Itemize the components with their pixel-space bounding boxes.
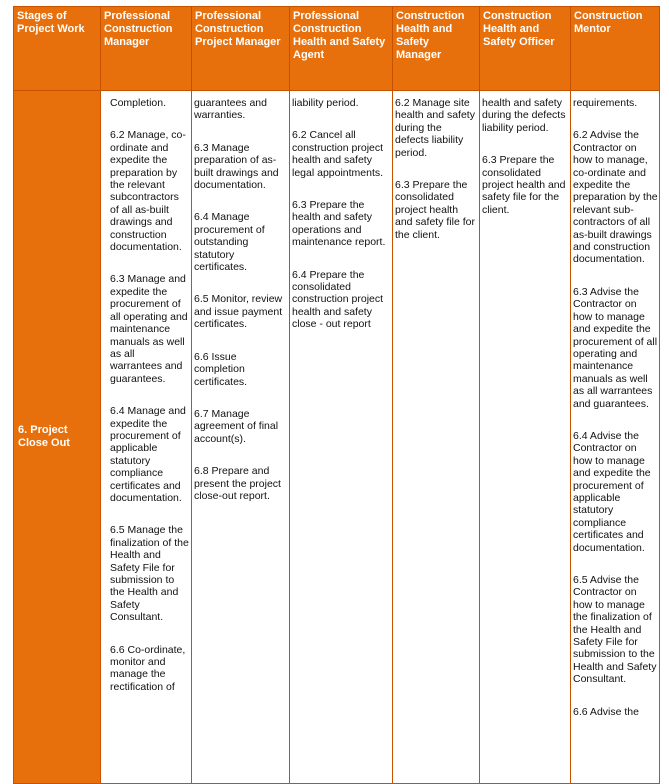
- construction-manager-cell: [101, 91, 192, 784]
- cm-para: 6.3 Manage and expedite the procurement of all operating and maintenance manuals as well as all warrantees and guarantees.: [110, 273, 188, 385]
- hsa-para: liability period.: [292, 97, 359, 109]
- hso-para: 6.3 Prepare the consolidated project health and safety file for the client.: [482, 154, 566, 216]
- hsm-para: 6.2 Manage site health and safety during the defects liability period.: [395, 97, 475, 159]
- header-stages: Stages of Project Work: [14, 7, 101, 91]
- construction-mentor-cell: [571, 91, 660, 784]
- header-construction-project-manager: Professional Construction Project Manager: [192, 7, 290, 91]
- stages-table: [13, 6, 660, 784]
- mentor-para: 6.3 Advise the Contractor on how to manage and expedite the procurement of all operating and maintenance manuals as well as all warrantees and guarantees.: [573, 285, 658, 410]
- header-health-safety-officer: Construction Health and Safety Officer: [480, 7, 571, 91]
- cm-para: Completion.: [110, 97, 167, 109]
- stage-label: 6. Project Close Out: [14, 91, 101, 784]
- header-construction-manager: Professional Construction Manager: [101, 7, 192, 91]
- hso-para: health and safety during the defects liability period.: [482, 97, 566, 134]
- health-safety-manager-cell: [393, 91, 480, 784]
- mentor-para: 6.4 Advise the Contractor on how to manage and expedite the procurement of applicable statutory compliance certificates and documentation.: [573, 429, 651, 554]
- stage-row: [14, 91, 660, 784]
- header-health-safety-agent: Professional Construction Health and Safety Agent: [290, 7, 393, 91]
- hsa-para: 6.2 Cancel all construction project health and safety legal appointments.: [292, 129, 384, 179]
- cpm-para: 6.7 Manage agreement of final account(s).: [194, 407, 279, 445]
- cpm-para: guarantees and warranties.: [194, 97, 267, 122]
- header-construction-mentor: Construction Mentor: [571, 7, 660, 91]
- mentor-para: 6.2 Advise the Contractor on how to manage, co-ordinate and expedite the preparation by the relevant sub-contractors of all as-built drawings and construction documentation.: [573, 129, 658, 266]
- cm-para: 6.5 Manage the finalization of the Health and Safety File for submission to the Health and Safety Consultant.: [110, 524, 189, 624]
- mentor-para: 6.5 Advise the Contractor on how to manage the finalization of the Health and Safety File for submission to the Health and Safety Consultant.: [573, 574, 657, 686]
- header-row: [14, 7, 660, 91]
- cpm-para: 6.5 Monitor, review and issue payment certificates.: [194, 293, 283, 331]
- hsa-para: 6.3 Prepare the health and safety operations and maintenance report.: [292, 199, 386, 249]
- cpm-para: 6.8 Prepare and present the project close-out report.: [194, 465, 281, 502]
- hsa-para: 6.4 Prepare the consolidated construction project health and safety close - out report: [292, 268, 384, 331]
- cpm-para: 6.4 Manage procurement of outstanding statutory certificates.: [194, 211, 265, 274]
- health-safety-officer-cell: [480, 91, 571, 784]
- cm-para: 6.6 Co-ordinate, monitor and manage the rectification of: [110, 643, 186, 693]
- mentor-para: requirements.: [573, 97, 638, 109]
- cm-para: 6.2 Manage, co-ordinate and expedite the preparation by the relevant subcontractors of all as-built drawings and construction documentation.: [110, 129, 186, 254]
- hsm-para: 6.3 Prepare the consolidated project health and safety file for the client.: [395, 179, 475, 241]
- header-health-safety-manager: Construction Health and Safety Manager: [393, 7, 480, 91]
- mentor-para: 6.6 Advise the: [573, 705, 639, 718]
- cpm-para: 6.6 Issue completion certificates.: [194, 350, 248, 388]
- cm-para: 6.4 Manage and expedite the procurement of applicable statutory compliance certificates and documentation.: [110, 405, 186, 504]
- cpm-para: 6.3 Manage preparation of as-built drawings and documentation.: [194, 141, 279, 192]
- construction-project-manager-cell: [192, 91, 290, 784]
- health-safety-agent-cell: [290, 91, 393, 784]
